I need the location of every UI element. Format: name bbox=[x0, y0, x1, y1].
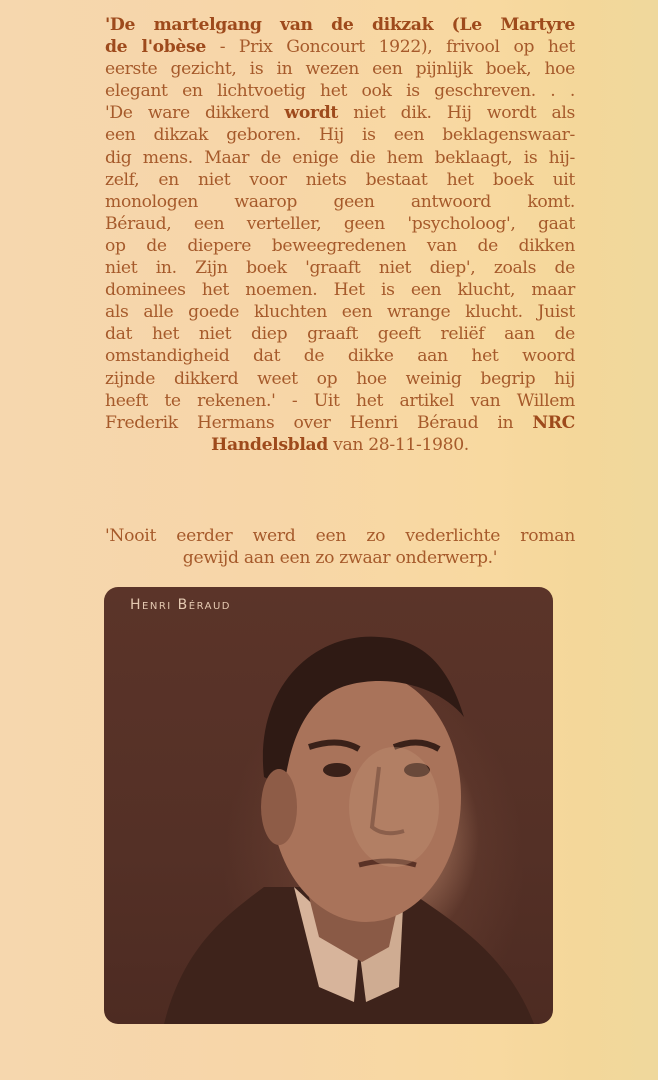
blurb-text: Béraud, een verteller, geen 'psycholoog', gaat bbox=[105, 213, 575, 234]
blurb-line bbox=[105, 213, 575, 235]
blurb-line bbox=[105, 191, 575, 213]
blurb-bold-text: NRC bbox=[532, 412, 575, 433]
blurb-text: Frederik Hermans over Henri Béraud in bbox=[105, 412, 533, 433]
blurb-text: zelf, en niet voor niets bestaat het boek uit bbox=[105, 169, 575, 190]
photo-caption: Henri Béraud bbox=[130, 597, 231, 613]
blurb-text: dat het niet diep graaft geeft reliëf aan de bbox=[105, 324, 575, 345]
blurb-line bbox=[105, 345, 575, 367]
blurb-text: - Prix Goncourt 1922), frivool op het bbox=[205, 37, 575, 58]
blurb-text: monologen waarop geen antwoord komt. bbox=[105, 191, 575, 212]
blurb-line bbox=[105, 14, 575, 36]
blurb-text: op de diepere beweegredenen van de dikken bbox=[105, 235, 575, 256]
blurb-text: eerste gezicht, is in wezen een pijnlijk boek, hoe bbox=[105, 59, 575, 80]
blurb-line bbox=[105, 124, 575, 146]
blurb-line bbox=[105, 80, 575, 102]
blurb-line bbox=[105, 257, 575, 279]
blurb-line bbox=[105, 412, 575, 434]
blurb-line bbox=[105, 36, 575, 58]
blurb-line bbox=[105, 368, 575, 390]
blurb-text: zijnde dikkerd weet op hoe weinig begrip hij bbox=[105, 368, 575, 389]
blurb-line bbox=[105, 147, 575, 169]
author-portrait bbox=[104, 587, 553, 1024]
portrait-illustration bbox=[104, 587, 553, 1024]
blurb-text: 'De ware dikkerd bbox=[105, 103, 285, 124]
blurb-bold-text: wordt bbox=[284, 103, 339, 124]
blurb-line bbox=[105, 279, 575, 301]
blurb-line bbox=[105, 301, 575, 323]
blurb-line bbox=[105, 58, 575, 80]
blurb-bold-text: Handelsblad bbox=[211, 434, 328, 455]
tagline-quote bbox=[105, 525, 575, 569]
blurb-text: heeft te rekenen.' - Uit het artikel van Willem bbox=[105, 390, 575, 411]
blurb-line bbox=[105, 390, 575, 412]
blurb-text: dig mens. Maar de enige die hem beklaagt, is hij- bbox=[105, 147, 575, 168]
blurb-bold-text: de l'obèse bbox=[105, 37, 206, 58]
blurb-text: niet in. Zijn boek 'graaft niet diep', zoals de bbox=[105, 258, 575, 279]
blurb-line bbox=[105, 102, 575, 124]
blurb-text: elegant en lichtvoetig het ook is geschreven. . . bbox=[105, 81, 575, 102]
blurb-line bbox=[105, 169, 575, 191]
back-cover-blurb bbox=[105, 14, 575, 456]
quote-line-2: gewijd aan een zo zwaar onderwerp.' bbox=[182, 548, 498, 569]
blurb-text: van 28-11-1980. bbox=[327, 434, 469, 455]
blurb-line bbox=[105, 323, 575, 345]
blurb-line bbox=[105, 434, 575, 456]
blurb-text: dominees het noemen. Het is een klucht, maar bbox=[105, 280, 575, 301]
blurb-text: als alle goede kluchten een wrange klucht. Juist bbox=[105, 302, 575, 323]
blurb-text: een dikzak geboren. Hij is een beklagenswaar- bbox=[105, 125, 575, 146]
blurb-text: niet dik. Hij wordt als bbox=[338, 103, 575, 124]
quote-line-1: 'Nooit eerder werd een zo vederlichte roman bbox=[105, 526, 575, 546]
blurb-line bbox=[105, 235, 575, 257]
blurb-text: omstandigheid dat de dikke aan het woord bbox=[105, 346, 575, 367]
blurb-bold-text: 'De martelgang van de dikzak (Le Martyre bbox=[105, 15, 575, 35]
